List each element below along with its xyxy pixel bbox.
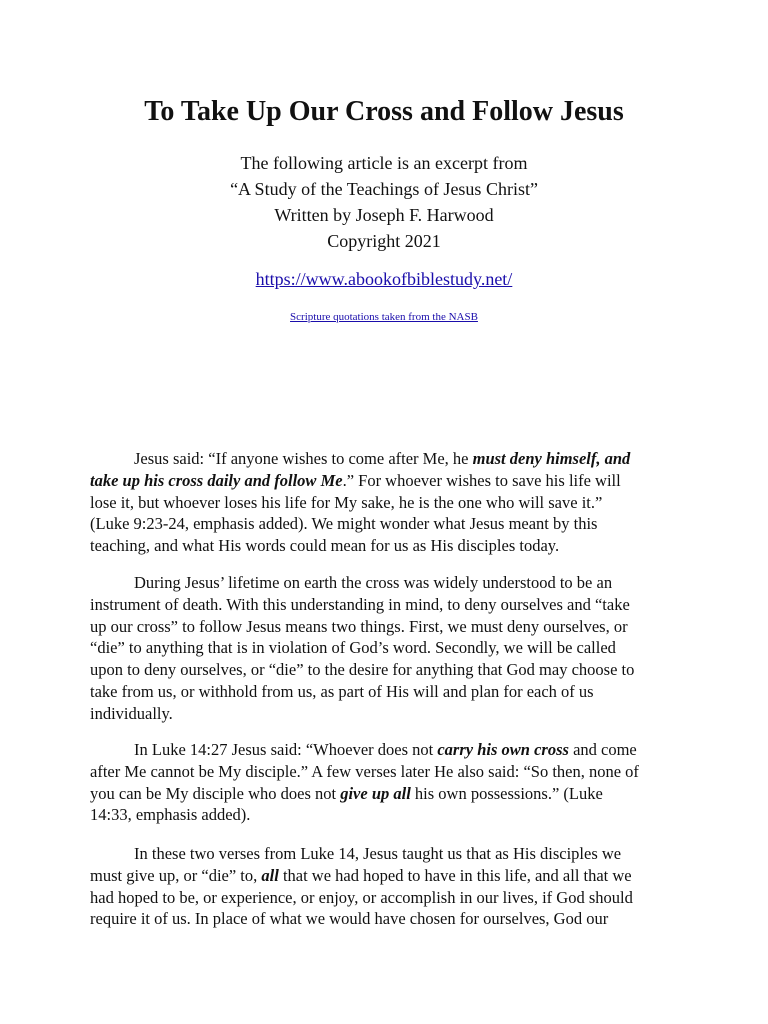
p1-line-1: Jesus said: “If anyone wishes to come after Me, he must deny himself, and: [134, 449, 631, 468]
p4-line-3: had hoped to be, or experience, or enjoy, or accomplish in our lives, if God should: [90, 887, 633, 907]
p2-line-7: individually.: [90, 703, 173, 723]
p2-line-1: During Jesus’ lifetime on earth the cross was widely understood to be an: [134, 573, 613, 592]
paragraph-3: [90, 739, 680, 826]
p2-line-5: upon to deny ourselves, or “die” to the desire for anything that God may choose to: [90, 660, 635, 680]
p1-line-5: teaching, and what His words could mean for us as His disciples today.: [90, 536, 560, 556]
emphasis-text: must deny himself, and: [472, 449, 631, 468]
paragraph-1: [90, 448, 680, 557]
p3-line-4: 14:33, emphasis added).: [90, 805, 251, 825]
scripture-link[interactable]: Scripture quotations taken from the NASB: [290, 311, 478, 323]
document-title: To Take Up Our Cross and Follow Jesus: [144, 96, 624, 127]
p2-line-3: up our cross” to follow Jesus means two things. First, we must deny ourselves, or: [90, 616, 628, 636]
intro-line-2: “A Study of the Teachings of Jesus Christ”: [230, 179, 538, 199]
emphasis-text: carry his own cross: [437, 740, 569, 759]
p4-line-4: require it of us. In place of what we would have chosen for ourselves, God our: [90, 909, 609, 929]
p3-line-3: you can be My disciple who does not give up all his own possessions.” (Luke: [90, 783, 603, 803]
emphasis-text: take up his cross daily and follow Me: [90, 470, 343, 490]
p2-line-2: instrument of death. With this understanding in mind, to deny ourselves and “take: [90, 594, 630, 614]
p3-line-2: after Me cannot be My disciple.” A few verses later He also said: “So then, none of: [90, 761, 639, 781]
emphasis-text: all: [261, 865, 279, 885]
paragraph-4: [90, 843, 680, 930]
p1-line-3: lose it, but whoever loses his life for My sake, he is the one who will save it.”: [90, 492, 603, 512]
emphasis-text: give up all: [340, 783, 411, 803]
scripture-link-container: [0, 307, 768, 324]
p4-line-1: In these two verses from Luke 14, Jesus taught us that as His disciples we: [134, 844, 622, 863]
intro-line-3: Written by Joseph F. Harwood: [274, 205, 494, 225]
p4-line-2: must give up, or “die” to, all that we had hoped to have in this life, and all that we: [90, 865, 632, 885]
intro-line-4: Copyright 2021: [327, 231, 441, 251]
intro-line-1: The following article is an excerpt from: [240, 153, 528, 173]
p1-line-4: (Luke 9:23-24, emphasis added). We might wonder what Jesus meant by this: [90, 514, 598, 534]
p1-line-2: take up his cross daily and follow Me.” For whoever wishes to save his life will: [90, 470, 621, 490]
p2-line-6: take from us, or withhold from us, as part of His will and plan for each of us: [90, 681, 594, 701]
website-link-container: [0, 266, 768, 292]
p2-line-4: “die” to anything that is in violation of God’s word. Secondly, we will be called: [90, 638, 616, 658]
website-link[interactable]: https://www.abookofbiblestudy.net/: [255, 269, 513, 289]
p3-line-1: In Luke 14:27 Jesus said: “Whoever does not carry his own cross and come: [134, 740, 637, 759]
paragraph-2: [90, 572, 680, 725]
